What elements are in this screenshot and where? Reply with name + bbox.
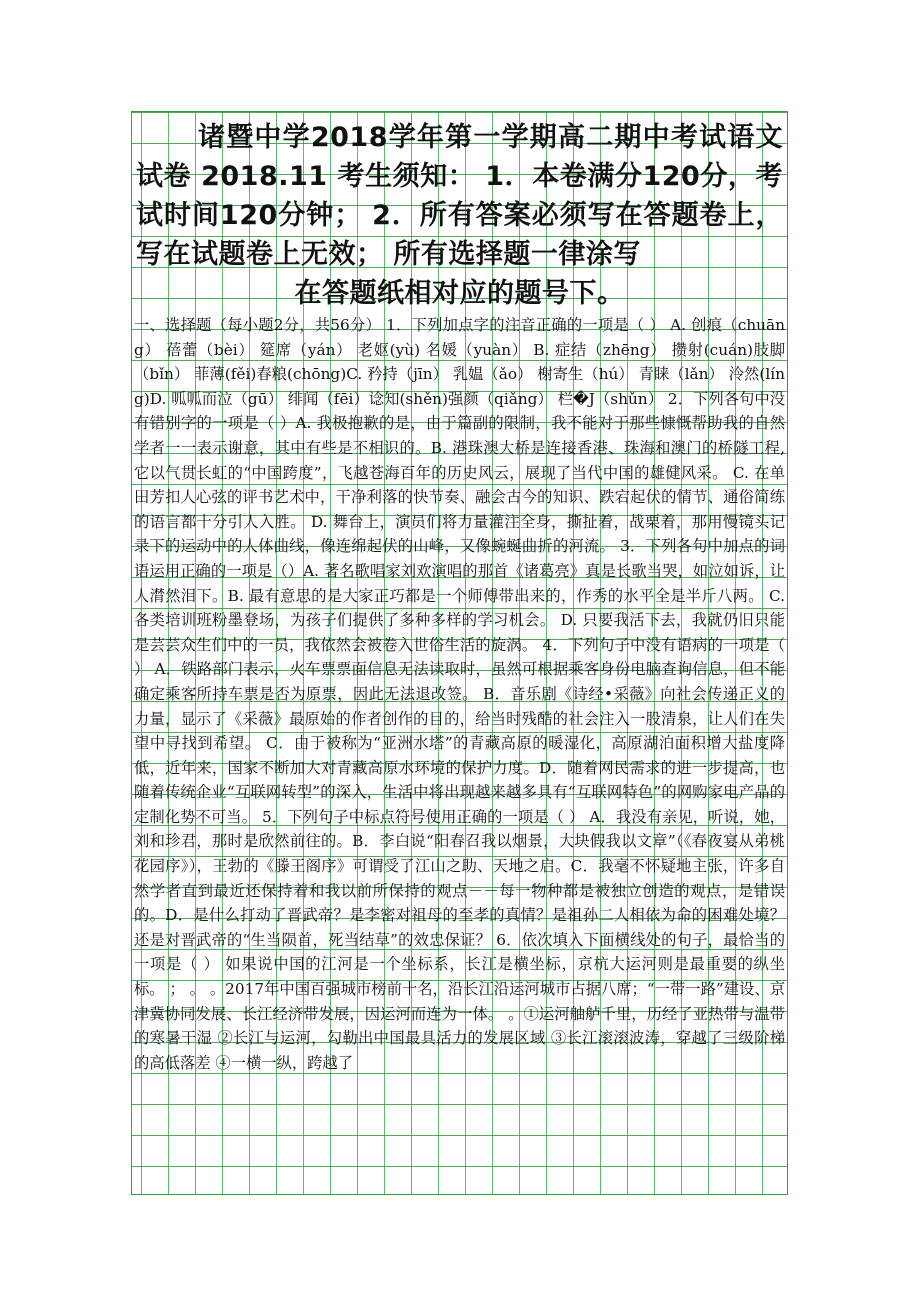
document-title	[132, 118, 787, 313]
title-main: 诸暨中学2018学年第一学期高二期中考试语文试卷 2018.11 考生须知： 1．本卷满分120分，考试时间120分钟； 2．所有答案必须写在答题卷上，写在试题卷上无效； 所有选择题一律涂写	[136, 122, 783, 270]
document-page	[131, 111, 788, 1195]
document-body: 一、选择题（每小题2分，共56分） 1．下列加点字的注音正确的一项是（ ） A. 创痕（chuāng） 蓓蕾（bèi） 筵席（yán） 老妪(yù) 名媛（yuàn） B. 症结（zhēng） 攒射(cuán)肢脚（bǐn） 菲薄(fěi)春粮(chōng)C. 矜持（jīn） 乳媪（ǎo） 榭寄生（hú） 青睐（lǎn） 泠然(líng)D. 呱呱而泣（gū） 绯闻（fēi）谂知(shěn)强颜（qiǎng） 栏�J（shǔn） 2．下列各句中没有错别字的一项是（ ）A. 我极抱歉的是，由于篇副的限制，我不能对于那些慷慨帮助我的自然学者一一表示谢意，其中有些是不相识的。B. 港珠澳大桥是连接香港、珠海和澳门的桥隧工程,它以气贯长虹的“中国跨度”，飞越苍海百年的历史风云，展现了当代中国的雄健风采。 C. 在单田芳扣人心弦的评书艺术中，干净利落的快节奏、融会古今的知识、跌宕起伏的情节、通俗简练的语言都十分引人入胜。 D. 舞台上，演员们将力量灌注全身，撕扯着，战栗着，那用慢镜头记录下的运动中的人体曲线，像连绵起伏的山峰，又像蜿蜒曲折的河流。 3．下列各句中加点的词语运用正确的一项是（）A. 著名歌唱家刘欢演唱的那首《诸葛亮》真是长歌当哭，如泣如诉，让人潸然泪下。B. 最有意思的是大家正巧都是一个师傅带出来的，作秀的水平全是半斤八两。 C. 各类培训班粉墨登场，为孩子们提供了多种多样的学习机会。 D. 只要我活下去，我就仍旧只能是芸芸众生们中的一员，我依然会被卷入世俗生活的旋涡。 4．下列句子中没有语病的一项是（ ） A．铁路部门表示，火车票票面信息无法读取时，虽然可根据乘客身份电脑查询信息，但不能确定乘客所持车票是否为原票，因此无法退改签。 B．音乐剧《诗经•采薇》向社会传递正义的力量，显示了《采薇》最原始的作者创作的目的，给当时残酷的社会注入一股清泉，让人们在失望中寻找到希望。 C．由于被称为“亚洲水塔”的青藏高原的暖湿化，高原湖泊面积增大盐度降低，近年来，国家不断加大对青藏高原水环境的保护力度。D．随着网民需求的进一步提高，也随着传统企业“互联网转型”的深入，生活中将出现越来越多具有“互联网特色”的网购家电产品的定制化势不可当。 5．下列句子中标点符号使用正确的一项是（ ） A．我没有亲见，听说，她，刘和珍君，那时是欣然前往的。B．李白说“阳春召我以烟景，大块假我以文章”（《春夜宴从弟桃花园序》），王勃的《滕王阁序》可谓受了江山之助、天地之启。C．我毫不怀疑地主张，许多自然学者直到最近还保持着和我以前所保持的观点－－每一物种都是被独立创造的观点，是错误的。D．是什么打动了晋武帝？是李密对祖母的至孝的真情？是祖孙二人相依为命的困难处境？还是对晋武帝的“生当陨首，死当结草”的效忠保证？ 6．依次填入下面横线处的句子，最恰当的一项是（ ） 如果说中国的江河是一个坐标系，长江是横坐标，京杭大运河则是最重要的纵坐标。 ； 。 。2017年中国百强城市榜前十名，沿长江沿运河城市占据八席；“一带一路”建设、京津冀协同发展、长江经济带发展，因运河而连为一体。 。①运河舳舻千里，历经了亚热带与温带的寒暑干湿 ②长江与运河，勾勒出中国最具活力的发展区域 ③长江滚滚波涛，穿越了三级阶梯的高低落差 ④一横一纵，跨越了	[134, 316, 785, 1072]
title-last-line: 在答题纸相对应的题号下。	[294, 278, 625, 309]
